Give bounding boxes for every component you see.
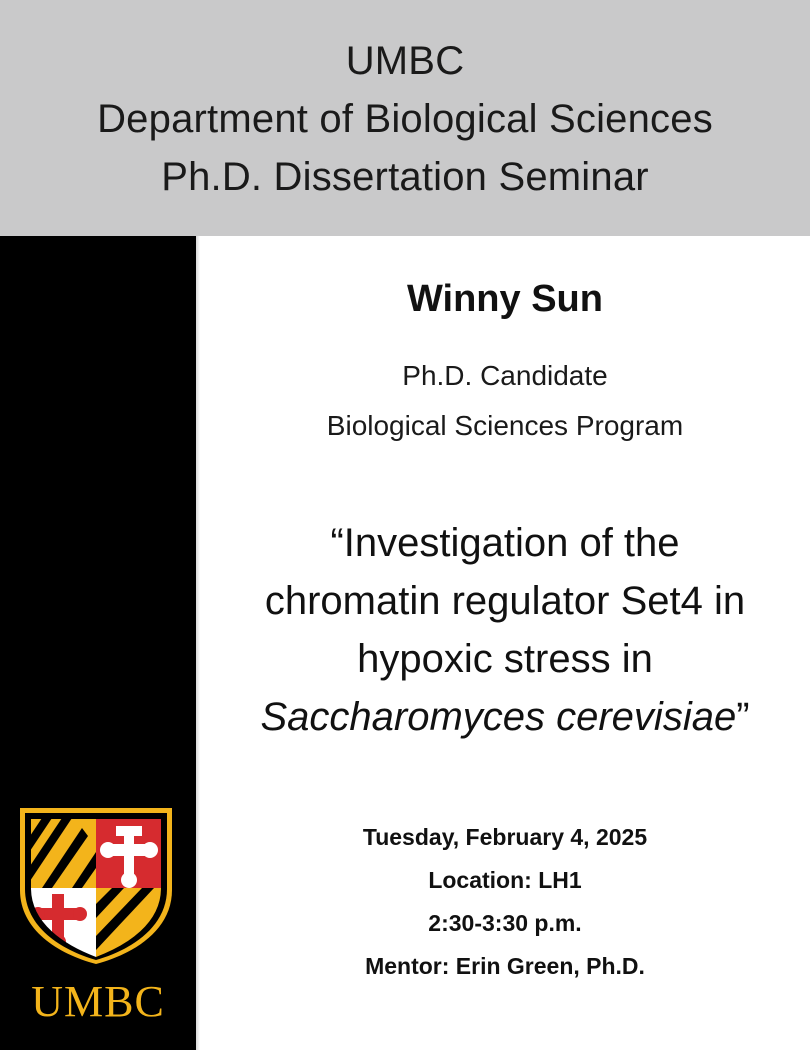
umbc-shield-logo-icon [16,796,176,964]
speaker-name: Winny Sun [407,278,603,320]
umbc-wordmark: UMBC [31,977,165,1026]
talk-title-line-3: hypoxic stress in [357,637,653,681]
event-date: Tuesday, February 4, 2025 [362,824,648,850]
event-time: 2:30-3:30 p.m. [428,910,582,936]
talk-title-close-quote: ” [736,695,750,739]
talk-title-line-4 [200,688,810,746]
speaker-program: Biological Sciences Program [326,410,684,441]
talk-title-species: Saccharomyces cerevisiae [260,695,737,739]
talk-title-line-2: chromatin regulator Set4 in [264,579,746,623]
event-mentor: Mentor: Erin Green, Ph.D. [365,953,645,979]
header-department: Department of Biological Sciences [97,97,713,141]
header-umbc: UMBC [345,39,465,83]
talk-title-line-1: “Investigation of the [330,521,680,565]
talk-title [200,514,810,746]
header-seminar-type: Ph.D. Dissertation Seminar [161,155,649,199]
speaker-role: Ph.D. Candidate [402,360,608,391]
event-details [200,816,810,988]
main-content [200,236,810,1050]
event-location: Location: LH1 [428,867,582,893]
header-banner [0,0,810,236]
